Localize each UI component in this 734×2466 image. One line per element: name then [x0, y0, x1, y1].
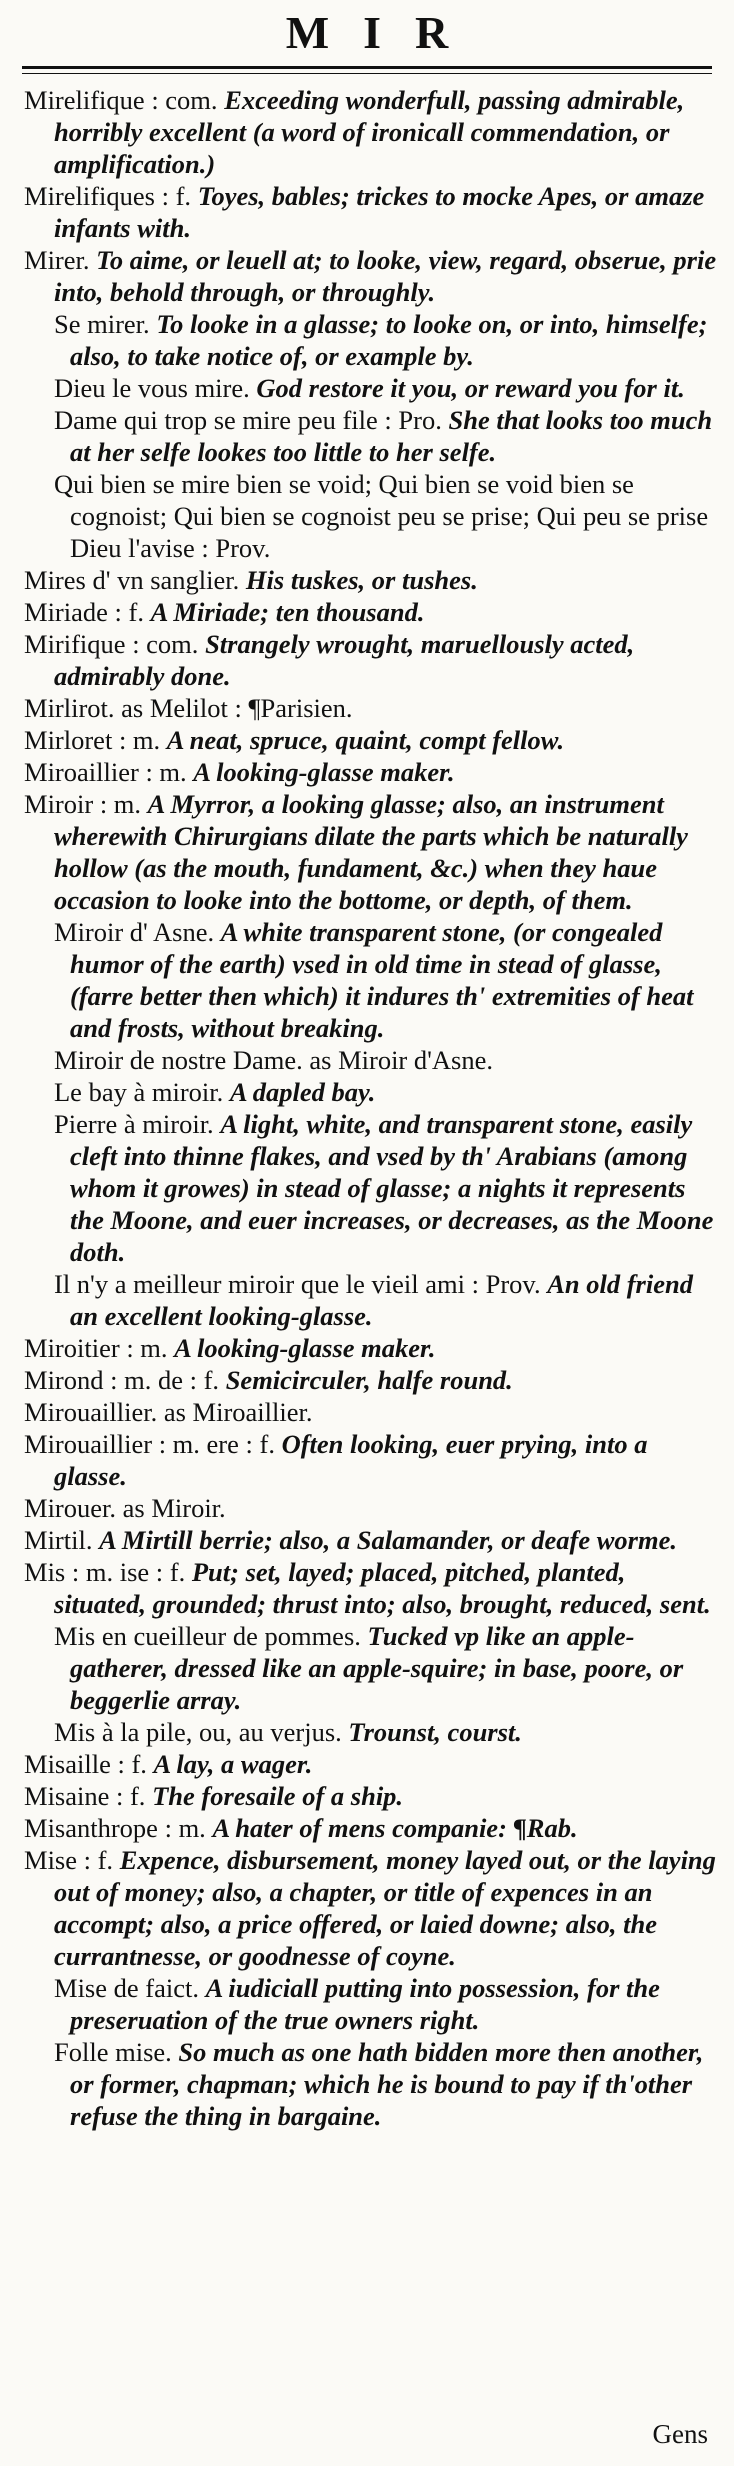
- dictionary-entry: [24, 1972, 720, 2036]
- entry-translation: A Mirtill berrie; also, a Salamander, or deafe worme.: [99, 1525, 677, 1555]
- entry-translation: A white transparent stone, (or congealed humor of the earth) vsed in old time in stead of glasse, (farre better then which) it indures th' extremities of heat and frosts, without breaking.: [70, 917, 694, 1043]
- entry-translation: Trounst, courst.: [348, 1717, 522, 1747]
- entry-translation: So much as one hath bidden more then another, or former, chapman; which he is bound to pay if th'other refuse the thing in bargaine.: [70, 2037, 704, 2131]
- entry-translation: Tucked vp like an apple-gatherer, dressed like an apple-squire; in base, poore, or beggerlie array.: [70, 1621, 684, 1715]
- entry-headword: Miroir de nostre Dame.: [54, 1045, 303, 1075]
- entry-grammar: as Melilot : ¶Parisien.: [121, 693, 353, 723]
- entry-translation: A lay, a wager.: [153, 1749, 313, 1779]
- entries-list: [0, 84, 734, 2132]
- dictionary-entry: [24, 180, 720, 244]
- catchword: Gens: [652, 2419, 708, 2449]
- entry-headword: Misanthrope: [24, 1813, 158, 1843]
- entry-grammar: : Prov.: [201, 533, 271, 563]
- entry-grammar: : f.: [114, 597, 144, 627]
- dictionary-entry: [24, 404, 720, 468]
- entry-grammar: : m. de : f.: [110, 1365, 220, 1395]
- dictionary-entry: [24, 1620, 720, 1716]
- entry-grammar: : Prov.: [471, 1269, 541, 1299]
- entry-headword: Pierre à miroir.: [54, 1109, 214, 1139]
- header-rule-thick: [22, 66, 712, 69]
- entry-translation: A dapled bay.: [229, 1077, 376, 1107]
- entry-translation: God restore it you, or reward you for it.: [256, 373, 685, 403]
- entry-headword: Mirtil.: [24, 1525, 93, 1555]
- dictionary-entry: [24, 564, 720, 596]
- entry-translation: Toyes, bables; trickes to mocke Apes, or amaze infants with.: [54, 181, 705, 243]
- entry-translation: Exceeding wonderfull, passing admirable, horribly excellent (a word of ironicall commendation, or amplification.): [54, 85, 685, 179]
- dictionary-entry: [24, 308, 720, 372]
- entry-headword: Mise de faict.: [54, 1973, 199, 2003]
- entry-headword: Miroitier: [24, 1333, 120, 1363]
- dictionary-entry: [24, 1268, 720, 1332]
- entry-translation: Expence, disbursement, money layed out, or the laying out of money; also, a chapter, or title of expences in an accompt; also, a price offered, or laied downe; also, the currantnesse, or goodnesse of coyne.: [54, 1845, 716, 1971]
- dictionary-entry: [24, 372, 720, 404]
- entry-headword: Mirelifique: [24, 85, 145, 115]
- entry-headword: Mirouer.: [24, 1493, 116, 1523]
- dictionary-entry: [24, 1108, 720, 1268]
- dictionary-entry: [24, 724, 720, 756]
- entry-headword: Misaille: [24, 1749, 111, 1779]
- dictionary-entry: [24, 1748, 720, 1780]
- entry-headword: Mires d' vn sanglier.: [24, 565, 240, 595]
- dictionary-entry: [24, 596, 720, 628]
- dictionary-entry: [24, 1844, 720, 1972]
- entry-grammar: : com.: [132, 629, 199, 659]
- entry-headword: Mirifique: [24, 629, 126, 659]
- dictionary-entry: [24, 1364, 720, 1396]
- dictionary-entry: [24, 1044, 720, 1076]
- entry-headword: Mirloret: [24, 725, 113, 755]
- entry-headword: Mis: [24, 1557, 66, 1587]
- entry-grammar: : m. ise : f.: [71, 1557, 186, 1587]
- dictionary-entry: [24, 84, 720, 180]
- dictionary-entry: [24, 1812, 720, 1844]
- entry-translation: The foresaile of a ship.: [152, 1781, 404, 1811]
- dictionary-entry: [24, 756, 720, 788]
- entry-translation: To looke in a glasse; to looke on, or into, himselfe; also, to take notice of, or example by.: [70, 309, 708, 371]
- entry-headword: Mirlirot.: [24, 693, 115, 723]
- dictionary-entry: [24, 1524, 720, 1556]
- dictionary-entry: [24, 468, 720, 564]
- dictionary-entry: [24, 244, 720, 308]
- entry-headword: Qui bien se mire bien se void; Qui bien se void bien se cognoist; Qui bien se cognoist peu se prise; Qui peu se prise Dieu l'avise: [54, 469, 709, 563]
- entry-grammar: : m.: [145, 757, 187, 787]
- entry-grammar: : m.: [164, 1813, 206, 1843]
- entry-translation: A looking-glasse maker.: [193, 757, 455, 787]
- header-rule-thin: [22, 73, 712, 74]
- dictionary-entry: [24, 1780, 720, 1812]
- entry-grammar: : Pro.: [384, 405, 442, 435]
- entry-headword: Mirouaillier.: [24, 1397, 158, 1427]
- entry-grammar: : m. ere : f.: [158, 1429, 275, 1459]
- entry-translation: A Miriade; ten thousand.: [150, 597, 425, 627]
- entry-translation: Often looking, euer prying, into a glasse.: [54, 1429, 648, 1491]
- entry-translation: His tuskes, or tushes.: [245, 565, 478, 595]
- dictionary-entry: [24, 916, 720, 1044]
- dictionary-entry: [24, 1556, 720, 1620]
- entry-translation: Put; set, layed; placed, pitched, planted, situated, grounded; thrust into; also, brought, reduced, sent.: [54, 1557, 711, 1619]
- dictionary-entry: [24, 1716, 720, 1748]
- dictionary-entry: [24, 1428, 720, 1492]
- entry-headword: Mise: [24, 1845, 77, 1875]
- entry-grammar: as Miroir.: [122, 1493, 226, 1523]
- entry-headword: Le bay à miroir.: [54, 1077, 224, 1107]
- dictionary-entry: [24, 788, 720, 916]
- entry-headword: Dame qui trop se mire peu file: [54, 405, 378, 435]
- entry-translation: A neat, spruce, quaint, compt fellow.: [166, 725, 565, 755]
- entry-headword: Mirouaillier: [24, 1429, 153, 1459]
- entry-headword: Miroir: [24, 789, 94, 819]
- entry-headword: Mis en cueilleur de pommes.: [54, 1621, 361, 1651]
- entry-headword: Mis à la pile, ou, au verjus.: [54, 1717, 342, 1747]
- entry-headword: Miroaillier: [24, 757, 139, 787]
- entry-headword: Dieu le vous mire.: [54, 373, 250, 403]
- entry-headword: Mirer.: [24, 245, 90, 275]
- entry-headword: Mirond: [24, 1365, 104, 1395]
- entry-headword: Miriade: [24, 597, 108, 627]
- entry-headword: Misaine: [24, 1781, 110, 1811]
- entry-grammar: : m.: [118, 725, 161, 755]
- entry-grammar: : m.: [126, 1333, 168, 1363]
- entry-grammar: : m.: [99, 789, 142, 819]
- entry-translation: A looking-glasse maker.: [174, 1333, 436, 1363]
- entry-headword: Il n'y a meilleur miroir que le vieil ami: [54, 1269, 465, 1299]
- entry-translation: A iudiciall putting into possession, for the preseruation of the true owners right.: [70, 1973, 660, 2035]
- entry-headword: Miroir d' Asne.: [54, 917, 215, 947]
- entry-headword: Se mirer.: [54, 309, 150, 339]
- dictionary-entry: [24, 692, 720, 724]
- entry-grammar: : f.: [116, 1781, 146, 1811]
- entry-grammar: : com.: [151, 85, 218, 115]
- entry-headword: Folle mise.: [54, 2037, 172, 2067]
- dictionary-entry: [24, 1492, 720, 1524]
- entry-translation: A Myrror, a looking glasse; also, an instrument wherewith Chirurgians dilate the parts which be naturally hollow (as the mouth, fundament, &c.) when they haue occasion to looke into the bottome, or depth, of them.: [54, 789, 688, 915]
- entry-translation: An old friend an excellent looking-glasse.: [70, 1269, 693, 1331]
- entry-grammar: : f.: [161, 181, 192, 211]
- dictionary-entry: [24, 1332, 720, 1364]
- entry-grammar: : f.: [83, 1845, 114, 1875]
- dictionary-entry: [24, 1396, 720, 1428]
- dictionary-entry: [24, 1076, 720, 1108]
- entry-translation: To aime, or leuell at; to looke, view, regard, obserue, prie into, behold through, or throughly.: [54, 245, 717, 307]
- dictionary-entry: [24, 2036, 720, 2132]
- dictionary-entry: [24, 628, 720, 692]
- entry-grammar: : f.: [117, 1749, 147, 1779]
- entry-translation: A hater of mens companie: ¶Rab.: [212, 1813, 578, 1843]
- entry-translation: Strangely wrought, maruellously acted, admirably done.: [54, 629, 635, 691]
- page-header: MIR: [285, 7, 483, 58]
- entry-translation: Semicirculer, halfe round.: [225, 1365, 513, 1395]
- entry-translation: She that looks too much at her selfe lookes too little to her selfe.: [70, 405, 713, 467]
- entry-grammar: as Miroaillier.: [163, 1397, 313, 1427]
- entry-translation: A light, white, and transparent stone, easily cleft into thinne flakes, and vsed by th' Arabians (among whom it growes) in stead of glasse; a nights it represents the Moone, and euer increases, or decreases, as the Moone doth.: [70, 1109, 714, 1267]
- entry-headword: Mirelifiques: [24, 181, 155, 211]
- entry-grammar: as Miroir d'Asne.: [309, 1045, 493, 1075]
